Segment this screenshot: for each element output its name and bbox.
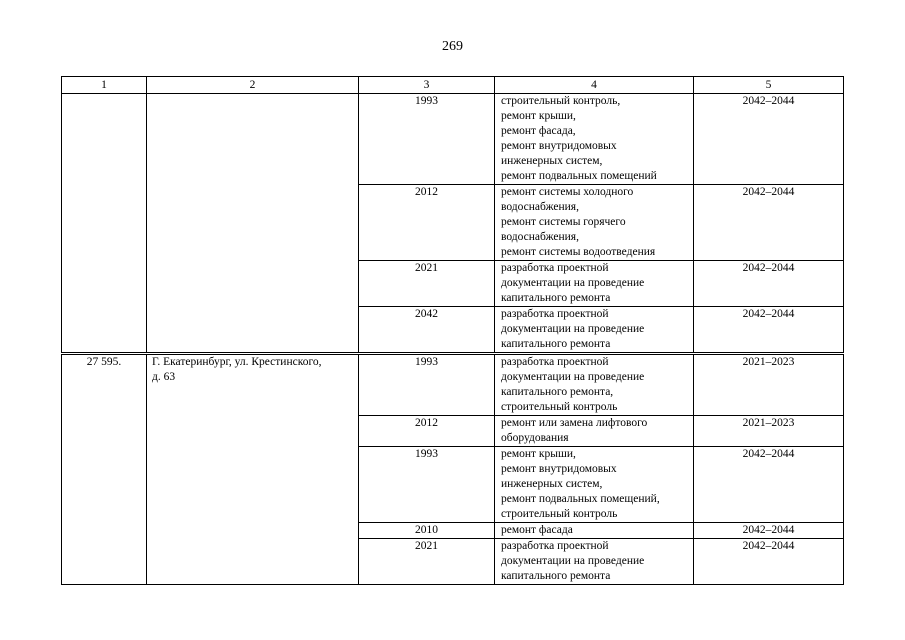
works-line: строительный контроль [501, 401, 618, 413]
period-cell: 2042–2044 [694, 523, 844, 539]
works-line: инженерных систем, [501, 155, 603, 167]
works-line: ремонт или замена лифтового [501, 417, 648, 429]
period-cell: 2021–2023 [694, 416, 844, 447]
number-cell-empty [62, 94, 147, 353]
address-line: д. 63 [152, 371, 176, 383]
header-col-5: 5 [694, 77, 844, 94]
works-table-continuation [61, 76, 844, 353]
address-line: Г. Екатеринбург, ул. Крестинского, [152, 356, 322, 368]
works-line: документации на проведение [501, 371, 645, 383]
works-line: ремонт системы горячего [501, 216, 626, 228]
header-col-3: 3 [359, 77, 495, 94]
works-line: ремонт системы холодного [501, 186, 634, 198]
period-cell: 2042–2044 [694, 94, 844, 185]
works-cell [495, 416, 694, 447]
works-line: строительный контроль, [501, 95, 621, 107]
period-cell: 2042–2044 [694, 539, 844, 585]
period-cell: 2042–2044 [694, 447, 844, 523]
year-cell: 2010 [359, 523, 495, 539]
period-cell: 2021–2023 [694, 355, 844, 416]
works-line: капитального ремонта, [501, 386, 614, 398]
works-line: ремонт фасада [501, 524, 573, 536]
works-line: строительный контроль [501, 508, 618, 520]
works-line: ремонт подвальных помещений, [501, 493, 660, 505]
address-cell-empty [147, 94, 359, 353]
works-cell [495, 447, 694, 523]
works-line: капитального ремонта [501, 570, 611, 582]
works-cell [495, 185, 694, 261]
year-cell: 2042 [359, 307, 495, 353]
header-col-2: 2 [147, 77, 359, 94]
period-cell: 2042–2044 [694, 185, 844, 261]
year-cell: 2021 [359, 539, 495, 585]
period-cell: 2042–2044 [694, 307, 844, 353]
works-table-entry [61, 354, 844, 585]
year-cell: 2012 [359, 185, 495, 261]
works-cell [495, 307, 694, 353]
year-cell: 1993 [359, 447, 495, 523]
works-line: водоснабжения, [501, 201, 579, 213]
works-line: капитального ремонта [501, 292, 611, 304]
works-line: документации на проведение [501, 323, 645, 335]
header-row [62, 77, 844, 94]
works-cell [495, 94, 694, 185]
entry-number: 27 595. [62, 355, 147, 585]
page-number: 269 [442, 39, 463, 54]
entry-address [147, 355, 359, 585]
works-line: ремонт подвальных помещений [501, 170, 657, 182]
works-line: разработка проектной [501, 540, 609, 552]
works-line: ремонт системы водоотведения [501, 246, 656, 258]
works-line: ремонт крыши, [501, 448, 576, 460]
works-line: разработка проектной [501, 356, 609, 368]
works-line: ремонт фасада, [501, 125, 576, 137]
works-line: ремонт внутридомовых [501, 140, 617, 152]
works-line: документации на проведение [501, 555, 645, 567]
header-col-1: 1 [62, 77, 147, 94]
period-cell: 2042–2044 [694, 261, 844, 307]
header-col-4: 4 [495, 77, 694, 94]
year-cell: 1993 [359, 94, 495, 185]
works-cell [495, 355, 694, 416]
table-row [62, 355, 844, 416]
works-line: ремонт внутридомовых [501, 463, 617, 475]
works-line: ремонт крыши, [501, 110, 576, 122]
year-cell: 2012 [359, 416, 495, 447]
works-cell [495, 261, 694, 307]
works-cell [495, 523, 694, 539]
year-cell: 1993 [359, 355, 495, 416]
works-line: разработка проектной [501, 262, 609, 274]
works-line: инженерных систем, [501, 478, 603, 490]
works-line: разработка проектной [501, 308, 609, 320]
works-line: документации на проведение [501, 277, 645, 289]
works-line: оборудования [501, 432, 569, 444]
year-cell: 2021 [359, 261, 495, 307]
works-line: водоснабжения, [501, 231, 579, 243]
table-row [62, 94, 844, 185]
works-line: капитального ремонта [501, 338, 611, 350]
works-cell [495, 539, 694, 585]
